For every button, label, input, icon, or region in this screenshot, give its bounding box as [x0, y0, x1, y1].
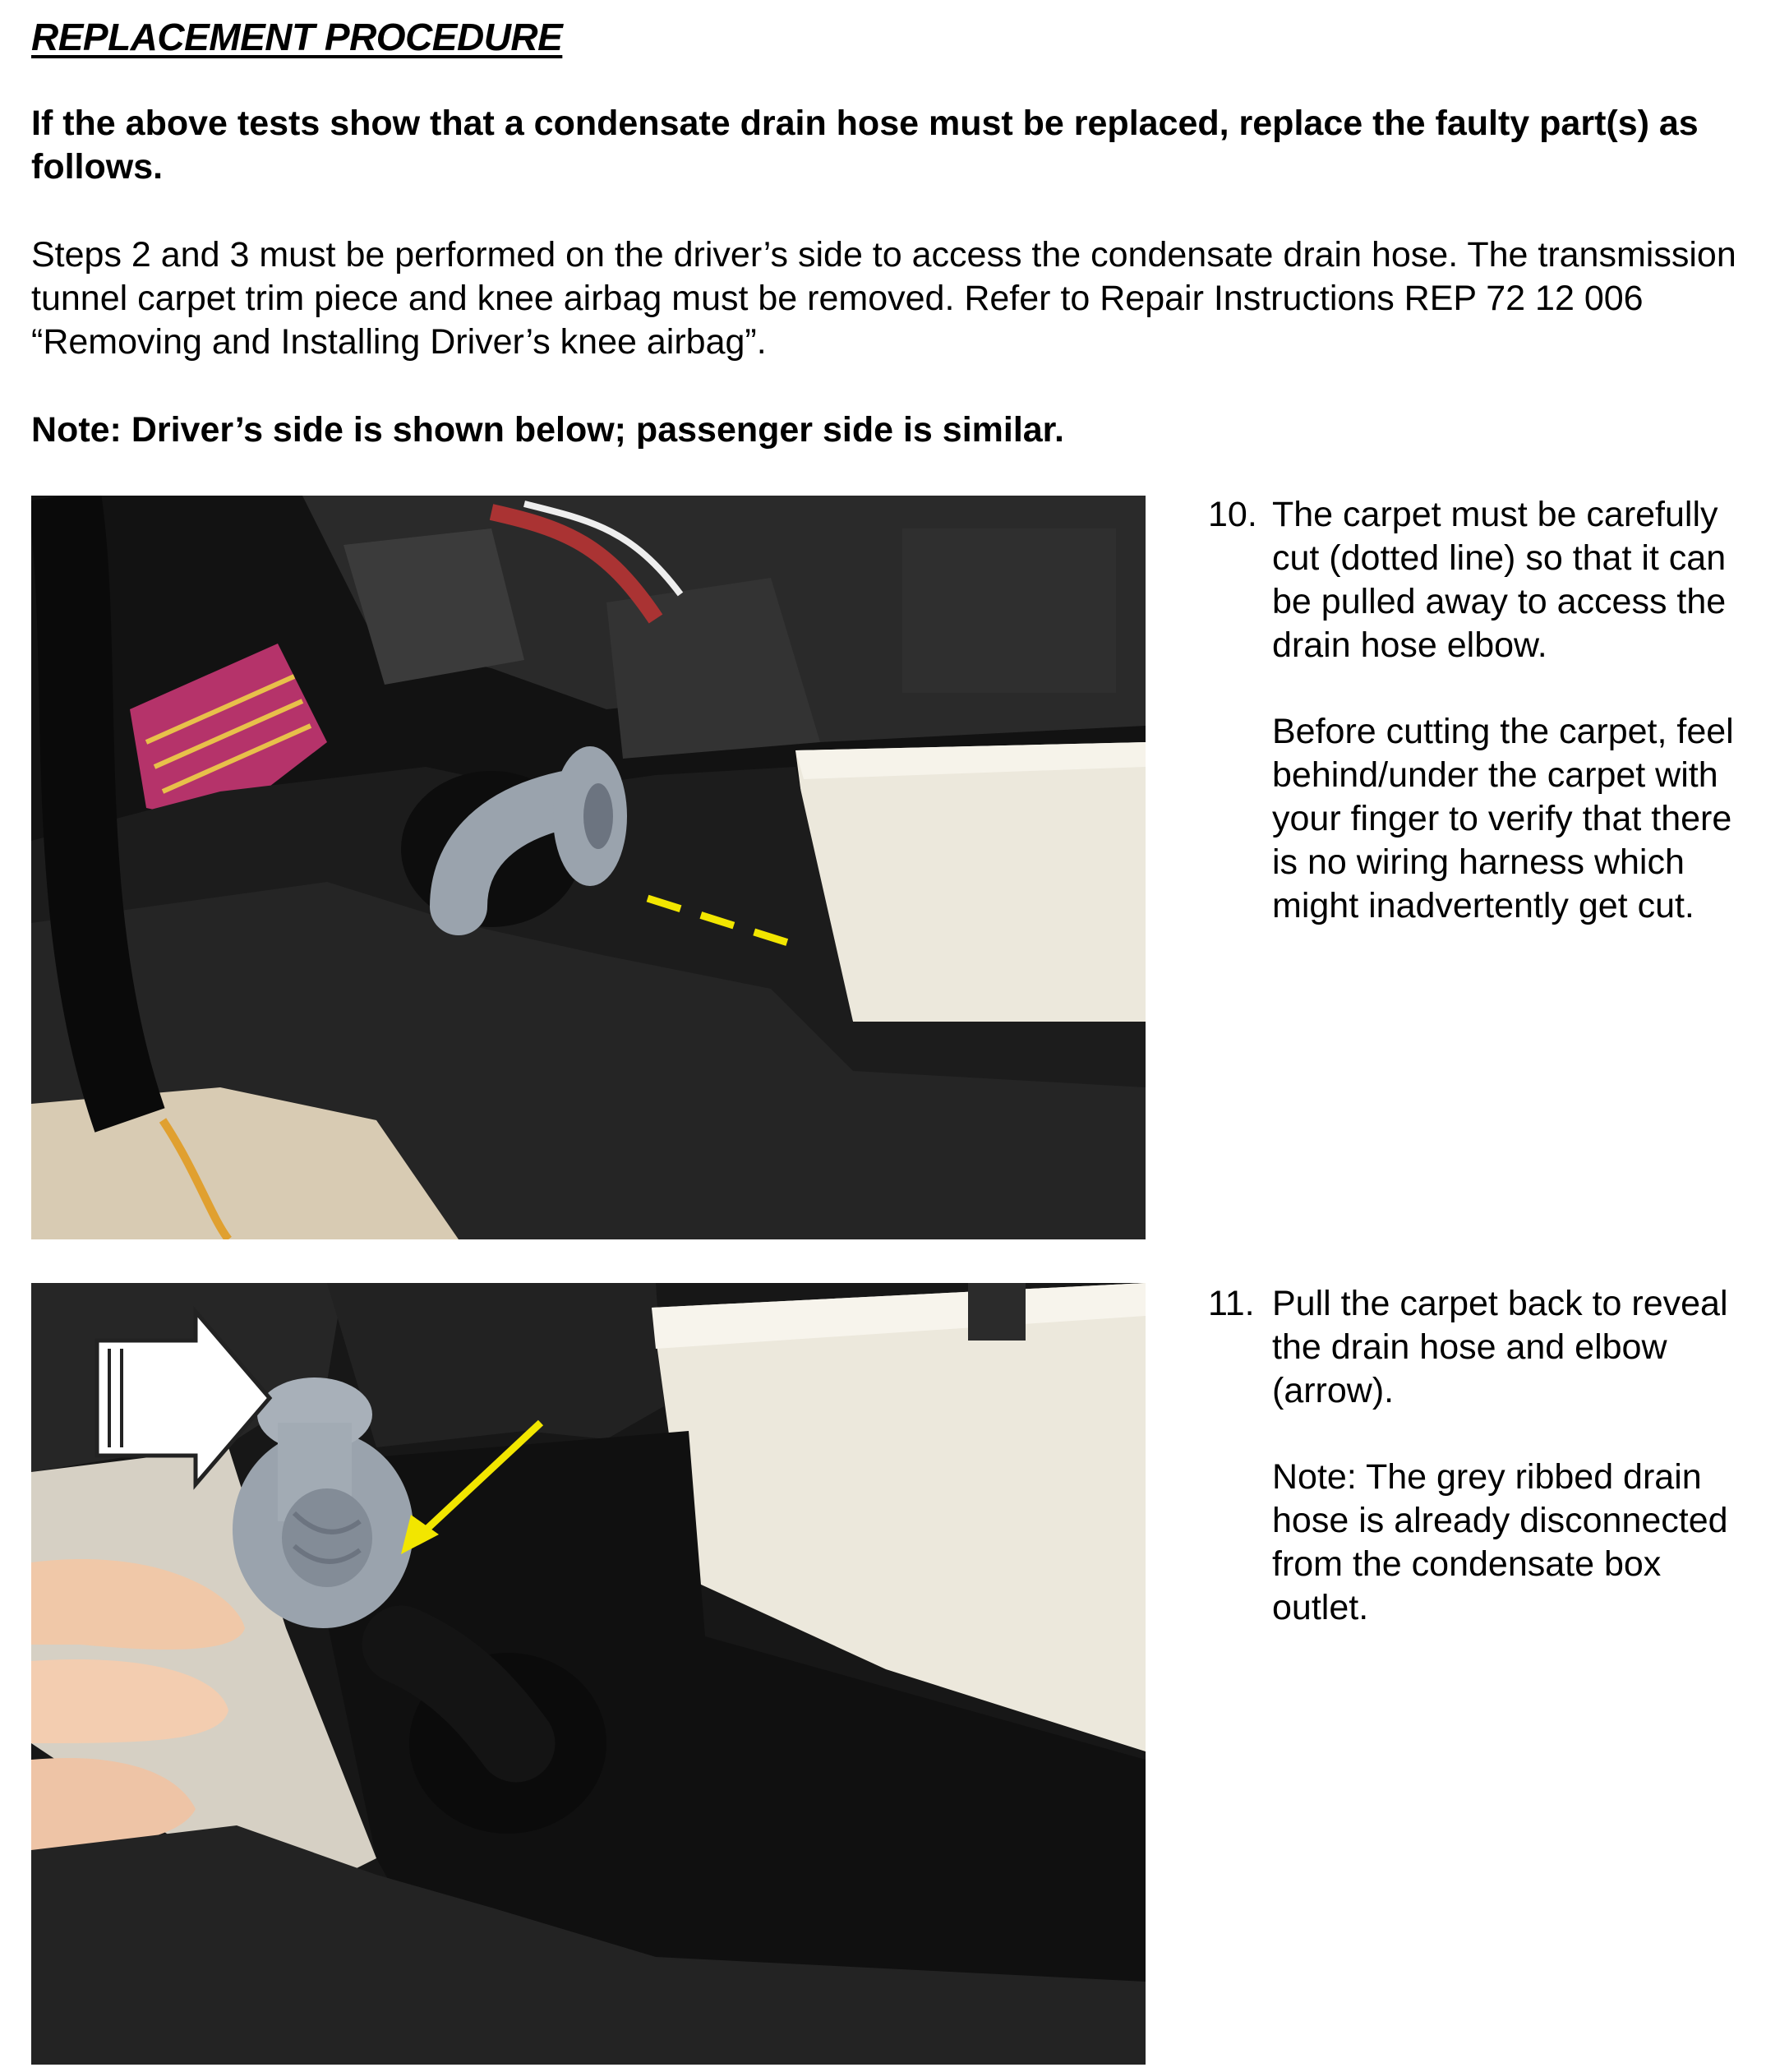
- step-11: [1208, 1282, 1750, 1673]
- step-paragraph: Before cutting the carpet, feel behind/under the carpet with your finger to verify that there is no wiring harness which might inadvertently get cut.: [1272, 712, 1734, 925]
- hose-elbow-photo: [31, 1283, 1146, 2065]
- step-paragraph: The carpet must be carefully cut (dotted line) so that it can be pulled away to access the drain hose elbow.: [1272, 495, 1727, 665]
- carpet-cut-illustration: [31, 496, 1146, 1239]
- hose-elbow-illustration: [31, 1283, 1146, 2065]
- step-paragraph: Note: The grey ribbed drain hose is already disconnected from the condensate box outlet.: [1272, 1457, 1728, 1627]
- step-number: 10.: [1208, 495, 1257, 534]
- page-title: REPLACEMENT PROCEDURE: [31, 16, 563, 58]
- intro-bold-text: If the above tests show that a condensate drain hose must be replaced, replace the faulty part(s) as follows.: [31, 104, 1699, 187]
- intro-steps-text: Steps 2 and 3 must be performed on the driver’s side to access the condensate drain hose. The transmission tunnel carpet trim piece and knee airbag must be removed. Refer to Repair Instructions REP 72 12 006 “Removing and Installing Driver’s knee airbag”.: [31, 235, 1736, 362]
- carpet-cut-photo: [31, 496, 1146, 1239]
- step-10: [1208, 493, 1750, 971]
- driver-side-note: Note: Driver’s side is shown below; passenger side is similar.: [31, 410, 1064, 450]
- step-paragraph: Pull the carpet back to reveal the drain hose and elbow (arrow).: [1272, 1284, 1728, 1410]
- step-number: 11.: [1208, 1284, 1255, 1323]
